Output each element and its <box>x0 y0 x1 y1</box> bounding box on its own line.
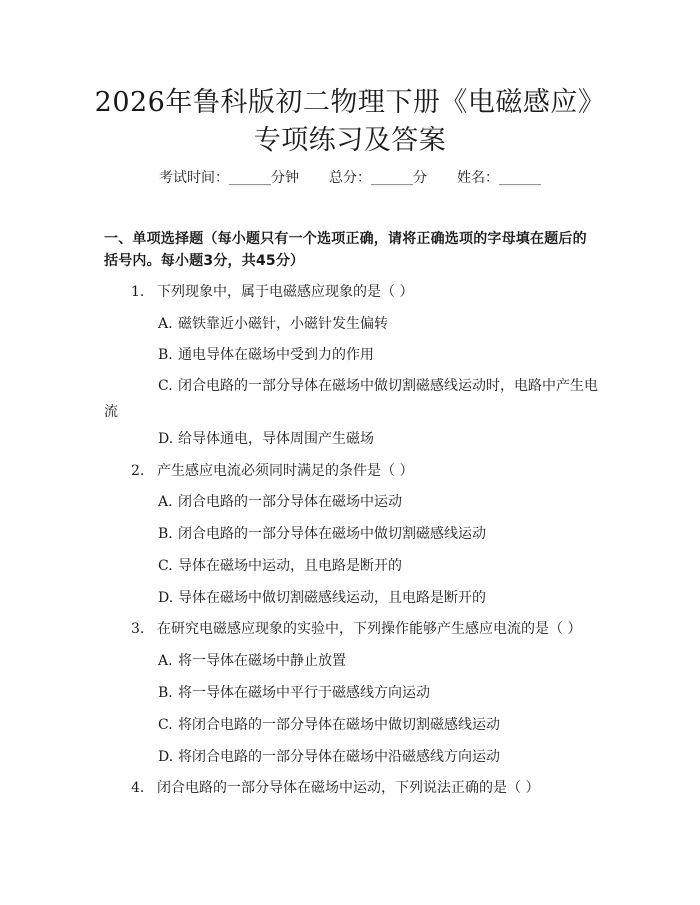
total-score-field: 总分：______分 <box>329 170 427 186</box>
option-text: 磁铁靠近小磁针，小磁针发生偏转 <box>178 316 388 332</box>
question-stem: 产生感应电流必须同时满足的条件是（ ） <box>157 463 414 479</box>
question-2-option-b <box>158 524 486 544</box>
section-heading-single-choice: 一、单项选择题（每小题只有一个选项正确，请将正确选项的字母填在题后的括号内。每小题3分，共45分） <box>104 231 587 269</box>
exam-info-line <box>0 168 700 188</box>
exam-time-field: 考试时间：______分钟 <box>159 170 299 186</box>
option-key: C. <box>158 558 173 574</box>
option-text: 闭合电路的一部分导体在磁场中做切割磁感线运动 <box>178 526 486 542</box>
option-text: 给导体通电，导体周围产生磁场 <box>178 431 374 447</box>
option-key: A. <box>158 494 173 510</box>
option-key: C. <box>158 717 173 733</box>
question-number: 4. <box>131 780 145 796</box>
question-2-option-d <box>158 588 486 608</box>
question-1 <box>131 282 413 302</box>
option-key: B. <box>158 526 173 542</box>
question-stem: 下列现象中，属于电磁感应现象的是（ ） <box>157 284 414 300</box>
option-text: 通电导体在磁场中受到力的作用 <box>178 347 374 363</box>
option-key: D. <box>158 749 174 765</box>
question-2-option-a <box>158 492 402 512</box>
option-key: A. <box>158 316 173 332</box>
question-number: 2. <box>131 463 145 479</box>
question-1-option-b <box>158 345 374 365</box>
question-number: 1. <box>131 284 145 300</box>
option-key: B. <box>158 347 173 363</box>
question-4 <box>131 778 539 798</box>
question-3-option-b <box>158 683 430 703</box>
student-name-field: 姓名：______ <box>457 170 541 186</box>
document-title: 2026年鲁科版初二物理下册《电磁感应》专项练习及答案 <box>94 87 606 156</box>
option-key: B. <box>158 685 173 701</box>
question-2 <box>131 461 413 481</box>
question-stem: 闭合电路的一部分导体在磁场中运动，下列说法正确的是（ ） <box>157 780 540 796</box>
question-2-option-c <box>158 556 402 576</box>
option-key: C. <box>158 378 173 394</box>
option-text: 导体在磁场中运动，且电路是断开的 <box>178 558 402 574</box>
question-3-option-c <box>158 715 500 735</box>
question-3-option-a <box>158 651 346 671</box>
question-1-option-c <box>104 373 598 425</box>
question-stem: 在研究电磁感应现象的实验中，下列操作能够产生感应电流的是（ ） <box>157 621 582 637</box>
question-1-option-d <box>158 429 374 449</box>
question-1-option-a <box>158 314 388 334</box>
option-text: 闭合电路的一部分导体在磁场中运动 <box>178 494 402 510</box>
question-3-option-d <box>158 747 500 767</box>
option-text: 闭合电路的一部分导体在磁场中做切割磁感线运动时，电路中产生电流 <box>104 378 598 420</box>
option-key: D. <box>158 431 174 447</box>
option-key: A. <box>158 653 173 669</box>
question-number: 3. <box>131 621 145 637</box>
question-3 <box>131 619 581 639</box>
option-text: 将闭合电路的一部分导体在磁场中做切割磁感线运动 <box>178 717 500 733</box>
option-text: 将一导体在磁场中平行于磁感线方向运动 <box>178 685 430 701</box>
option-text: 将一导体在磁场中静止放置 <box>178 653 346 669</box>
option-key: D. <box>158 590 174 606</box>
option-text: 导体在磁场中做切割磁感线运动，且电路是断开的 <box>178 590 486 606</box>
option-text: 将闭合电路的一部分导体在磁场中沿磁感线方向运动 <box>178 749 500 765</box>
